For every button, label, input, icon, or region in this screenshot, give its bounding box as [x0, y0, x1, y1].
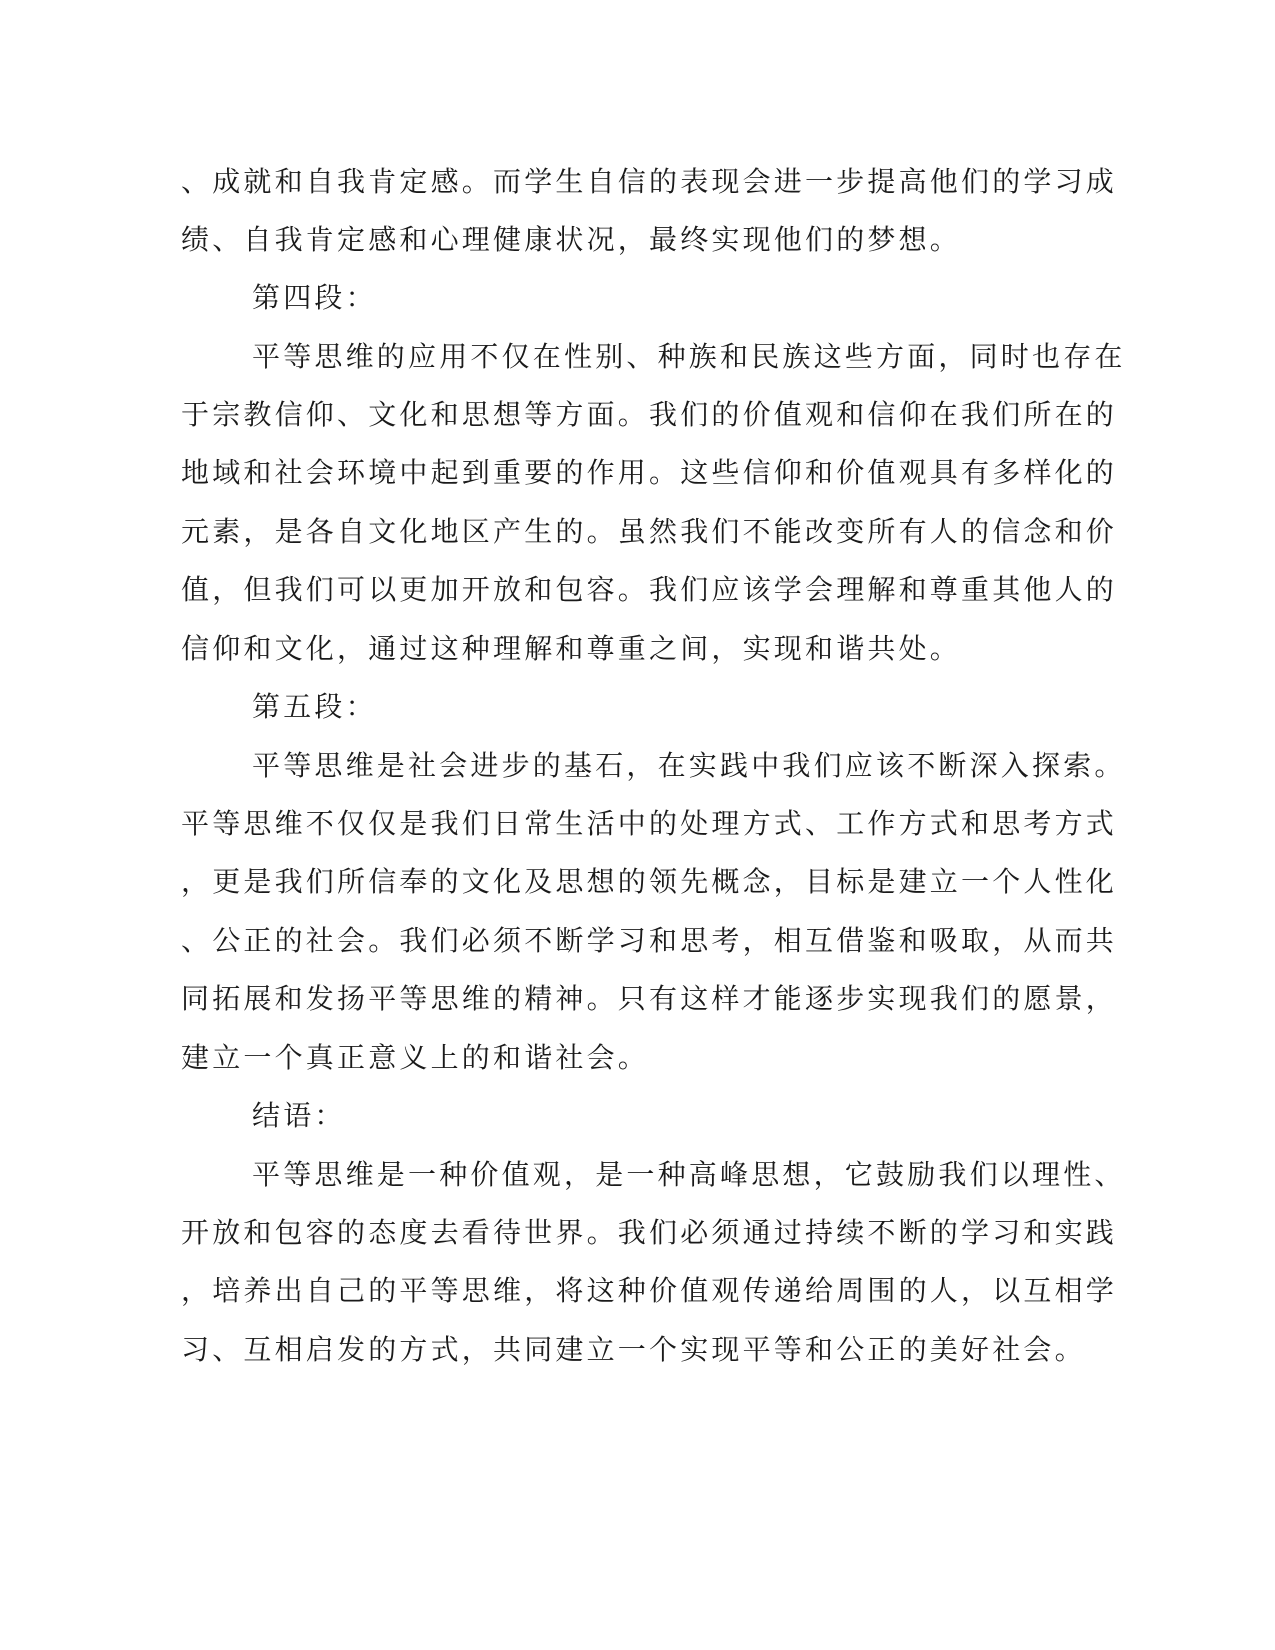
text-line: 开放和包容的态度去看待世界。我们必须通过持续不断的学习和实践 [181, 1216, 1118, 1249]
text-line: ，培养出自己的平等思维，将这种价值观传递给周围的人，以互相学 [181, 1274, 1118, 1307]
text-line: 习、互相启发的方式，共同建立一个实现平等和公正的美好社会。 [181, 1333, 1086, 1366]
text-line: 平等思维不仅仅是我们日常生活中的处理方式、工作方式和思考方式 [181, 807, 1118, 840]
text-line: 、公正的社会。我们必须不断学习和思考，相互借鉴和吸取，从而共 [181, 924, 1118, 957]
text-line: 值，但我们可以更加开放和包容。我们应该学会理解和尊重其他人的 [181, 573, 1118, 606]
text-line: 绩、自我肯定感和心理健康状况，最终实现他们的梦想。 [181, 223, 962, 256]
text-line: 建立一个真正意义上的和谐社会。 [181, 1041, 650, 1074]
section-heading: 结语： [252, 1099, 346, 1132]
text-line: 、成就和自我肯定感。而学生自信的表现会进一步提高他们的学习成 [181, 165, 1118, 198]
text-line: 于宗教信仰、文化和思想等方面。我们的价值观和信仰在我们所在的 [181, 398, 1118, 431]
text-line: 平等思维是社会进步的基石，在实践中我们应该不断深入探索。 [252, 749, 1126, 782]
section-heading: 第四段： [252, 281, 377, 314]
text-line: 信仰和文化，通过这种理解和尊重之间，实现和谐共处。 [181, 632, 962, 665]
text-line: 地域和社会环境中起到重要的作用。这些信仰和价值观具有多样化的 [181, 456, 1118, 489]
text-line: ，更是我们所信奉的文化及思想的领先概念，目标是建立一个人性化 [181, 865, 1118, 898]
text-line: 同拓展和发扬平等思维的精神。只有这样才能逐步实现我们的愿景， [181, 982, 1118, 1015]
text-line: 平等思维是一种价值观，是一种高峰思想，它鼓励我们以理性、 [252, 1158, 1126, 1191]
text-line: 元素，是各自文化地区产生的。虽然我们不能改变所有人的信念和价 [181, 515, 1118, 548]
section-heading: 第五段： [252, 690, 377, 723]
text-line: 平等思维的应用不仅在性别、种族和民族这些方面，同时也存在 [252, 340, 1126, 373]
